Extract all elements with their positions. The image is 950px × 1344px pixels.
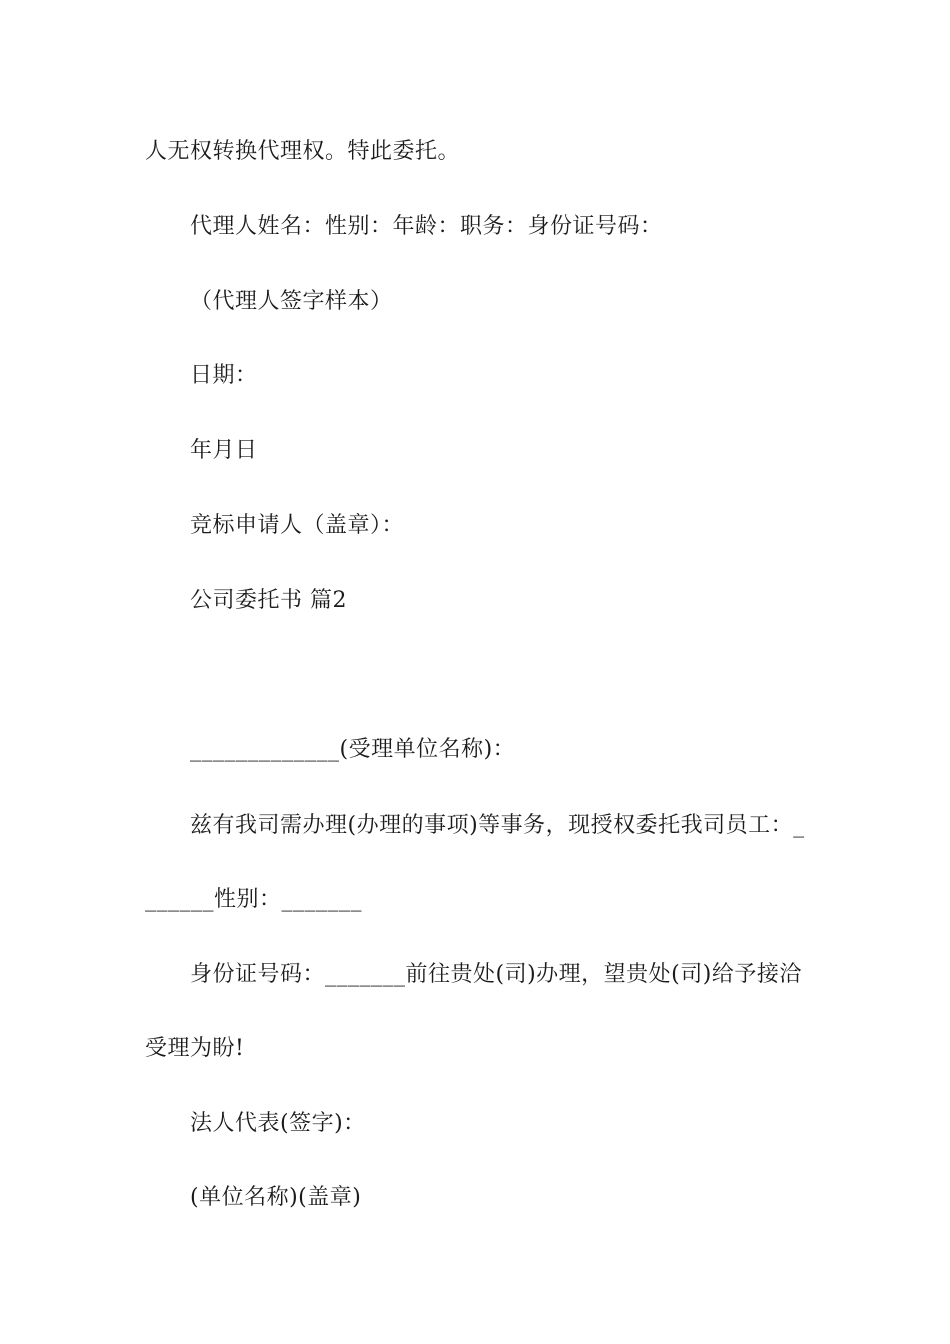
text-line-id-number: 身份证号码：_______前往贵处(司)办理，望贵处(司)给予接洽 xyxy=(190,962,802,987)
text-line-authority-clause: 人无权转换代理权。特此委托。 xyxy=(145,139,461,164)
text-line-date-label: 日期： xyxy=(190,363,258,388)
text-line-bidder-seal: 竞标申请人（盖章）： xyxy=(190,513,405,538)
text-line-closing: 受理为盼! xyxy=(145,1036,245,1061)
text-line-signature-sample: （代理人签字样本） xyxy=(190,289,393,314)
text-line-unit-seal: (单位名称)(盖章) xyxy=(190,1185,362,1210)
text-line-recipient: _____________(受理单位名称)： xyxy=(190,737,516,762)
text-line-gender-field: ______性别：_______ xyxy=(145,887,363,912)
section-heading: 公司委托书 篇2 xyxy=(190,588,347,613)
text-line-legal-rep: 法人代表(签字)： xyxy=(190,1111,366,1136)
text-line-authorization: 兹有我司需办理(办理的事项)等事务，现授权委托我司员工：_ xyxy=(190,813,805,838)
text-line-agent-fields: 代理人姓名：性别：年龄：职务：身份证号码： xyxy=(190,214,663,239)
text-line-year-month-day: 年月日 xyxy=(190,438,258,463)
